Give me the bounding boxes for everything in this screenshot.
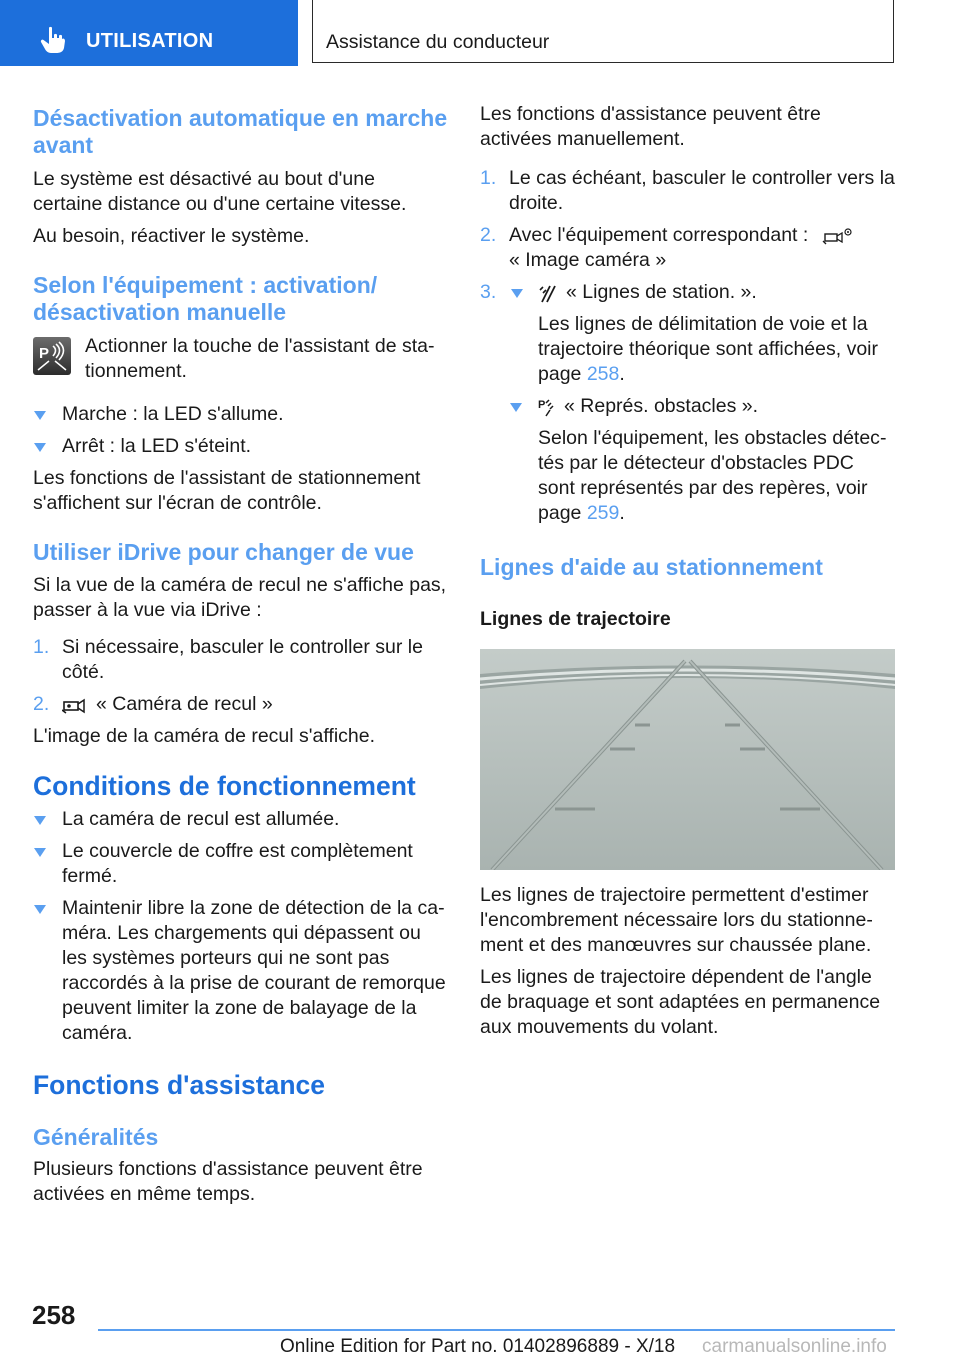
list-item: 2. Avec l'équipement correspondant : « Image caméra » bbox=[480, 223, 895, 273]
heading-functions: Fonctions d'assistance bbox=[33, 1070, 325, 1100]
heading-parking-lines: Lignes d'aide au stationnement bbox=[480, 554, 823, 580]
list-item: 1. Si nécessaire, basculer le controller sur le côté. bbox=[33, 636, 423, 683]
watermark: carmanualsonline.info bbox=[702, 1336, 887, 1357]
list-item: La caméra de recul est allumée. bbox=[33, 807, 448, 832]
rear-camera-icon bbox=[62, 696, 88, 714]
heading-manual-activation: Selon l'équipement : activation/ désactivation manuelle bbox=[33, 272, 378, 325]
list-item: Marche : la LED s'allume. bbox=[33, 402, 448, 427]
camera-settings-icon bbox=[822, 226, 854, 246]
right-column bbox=[480, 102, 895, 1040]
list-item: 1. Le cas échéant, basculer le controller vers la droite. bbox=[480, 167, 895, 214]
list-item: Arrêt : la LED s'éteint. bbox=[33, 434, 448, 459]
trajectory-lines-image bbox=[480, 649, 895, 870]
paragraph: Selon l'équipement, les obstacles détectés par le détecteur d'obstacles PDC sont représentés par des repères, voir page 259. bbox=[538, 427, 887, 524]
section-title: Assistance du conducteur bbox=[326, 31, 550, 53]
paragraph: L'image de la caméra de recul s'affiche. bbox=[33, 725, 376, 747]
edition-text: Online Edition for Part no. 01402896889 - X/18 bbox=[280, 1336, 676, 1357]
paragraph: Le système est désactivé au bout d'une certaine distance ou d'une certaine vitesse. bbox=[33, 168, 407, 215]
chapter-title: UTILISATION bbox=[86, 30, 214, 52]
paragraph: Les lignes de trajectoire dépendent de l'angle de braquage et sont adaptées en permanence aux mouvements du volant. bbox=[480, 966, 881, 1038]
svg-text:P: P bbox=[538, 398, 546, 411]
button-instruction bbox=[33, 334, 448, 384]
obstacle-markers-icon bbox=[538, 397, 556, 417]
list-item: Maintenir libre la zone de détection de la caméra. Les chargements qui dépassent ou les systèmes porteurs qui ne sont pas raccordés à la prise de courant de remorque peuvent limiter la zone de balayage de la caméra. bbox=[33, 896, 448, 1046]
paragraph: Les fonctions de l'assistant de stationnement s'affichent sur l'écran de contrôle. bbox=[33, 467, 421, 514]
paragraph: Les lignes de délimitation de voie et la trajectoire théorique sont affichées, voir page 258. bbox=[538, 313, 878, 385]
page-link-258[interactable]: 258 bbox=[586, 363, 620, 385]
hand-pointer-icon bbox=[40, 26, 66, 54]
paragraph: Plusieurs fonctions d'assistance peuvent être activées en même temps. bbox=[33, 1158, 423, 1205]
parking-assistant-button-icon bbox=[33, 337, 71, 375]
heading-conditions: Conditions de fonctionnement bbox=[33, 771, 416, 801]
paragraph: Les fonctions d'assistance peuvent être activées manuellement. bbox=[480, 103, 821, 150]
heading-auto-deactivation: Désactivation automatique en marche avant bbox=[33, 105, 448, 158]
paragraph: Les lignes de trajectoire permettent d'estimer l'encombrement nécessaire lors du stationnement et des manœuvres sur chaussée plane. bbox=[480, 884, 873, 956]
footer-rule bbox=[98, 1329, 895, 1331]
page-number: 258 bbox=[32, 1300, 76, 1330]
page-link-259[interactable]: 259 bbox=[586, 502, 620, 524]
paragraph: Si la vue de la caméra de recul ne s'affiche pas, passer à la vue via iDrive : bbox=[33, 574, 447, 621]
list-item: 2. « Caméra de recul » bbox=[33, 693, 273, 715]
paragraph: Actionner la touche de l'assistant de stationnement. bbox=[85, 335, 435, 382]
list-item: P « Représ. obstacles ». bbox=[480, 394, 895, 419]
heading-trajectory-lines: Lignes de trajectoire bbox=[480, 608, 671, 630]
trajectory-illustration bbox=[480, 649, 895, 870]
parking-lines-icon bbox=[538, 283, 558, 303]
paragraph: Au besoin, réactiver le système. bbox=[33, 225, 310, 247]
svg-text:P: P bbox=[39, 345, 50, 362]
list-item: Le couvercle de coffre est complètement fermé. bbox=[33, 839, 448, 889]
heading-general: Généralités bbox=[33, 1124, 159, 1150]
left-column bbox=[33, 102, 448, 1207]
list-item: 3. « Lignes de station. ». bbox=[480, 281, 757, 303]
heading-idrive: Utiliser iDrive pour changer de vue bbox=[33, 539, 414, 565]
chapter-tab bbox=[0, 0, 298, 66]
